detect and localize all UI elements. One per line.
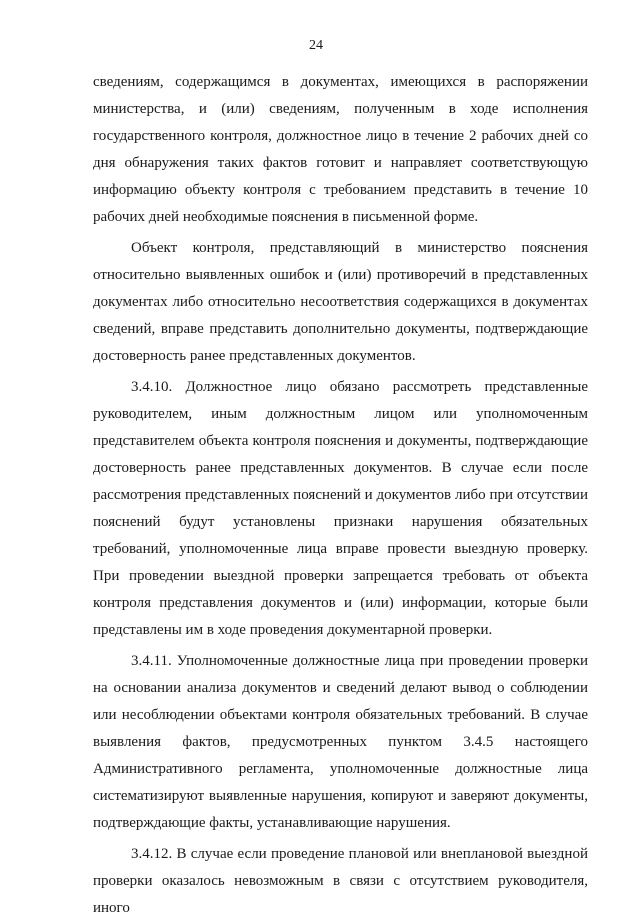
paragraph-explanations: Объект контроля, представляющий в министерство пояснения относительно выявленных ошибок и (или) противоречий в представленных документах либо относительно несоответствия содержащихся в документах сведений, вправе представить дополнительно документы, подтверждающие достоверность ранее представленных документов. xyxy=(93,240,588,364)
paragraph-3-4-12: 3.4.12. В случае если проведение плановой или внеплановой выездной проверки оказалось невозможным в связи с отсутствием руководителя, иного xyxy=(93,846,588,916)
document-body xyxy=(93,69,588,922)
page-number: 24 xyxy=(309,38,323,53)
paragraph-3-4-11: 3.4.11. Уполномоченные должностные лица при проведении проверки на основании анализа документов и сведений делают вывод о соблюдении или несоблюдении объектами контроля обязательных требований. В случае выявления фактов, предусмотренных пунктом 3.4.5 настоящего Административного регламента, уполномоченные должностные лица систематизируют выявленные нарушения, копируют и заверяют документы, подтверждающие факты, устанавливающие нарушения. xyxy=(93,653,588,831)
paragraph-3-4-10: 3.4.10. Должностное лицо обязано рассмотреть представленные руководителем, иным должностным лицом или уполномоченным представителем объекта контроля пояснения и документы, подтверждающие достоверность ранее представленных документов. В случае если после рассмотрения представленных пояснений и документов либо при отсутствии пояснений будут установлены признаки нарушения обязательных требований, уполномоченные лица вправе провести выездную проверку. При проведении выездной проверки запрещается требовать от объекта контроля представления документов и (или) информации, которые были представлены им в ходе проведения документарной проверки. xyxy=(93,379,588,638)
paragraph-continuation: сведениям, содержащимся в документах, имеющихся в распоряжении министерства, и (или) сведениям, полученным в ходе исполнения государственного контроля, должностное лицо в течение 2 рабочих дней со дня обнаружения таких фактов готовит и направляет соответствующую информацию объекту контроля с требованием представить в течение 10 рабочих дней необходимые пояснения в письменной форме. xyxy=(93,74,588,225)
